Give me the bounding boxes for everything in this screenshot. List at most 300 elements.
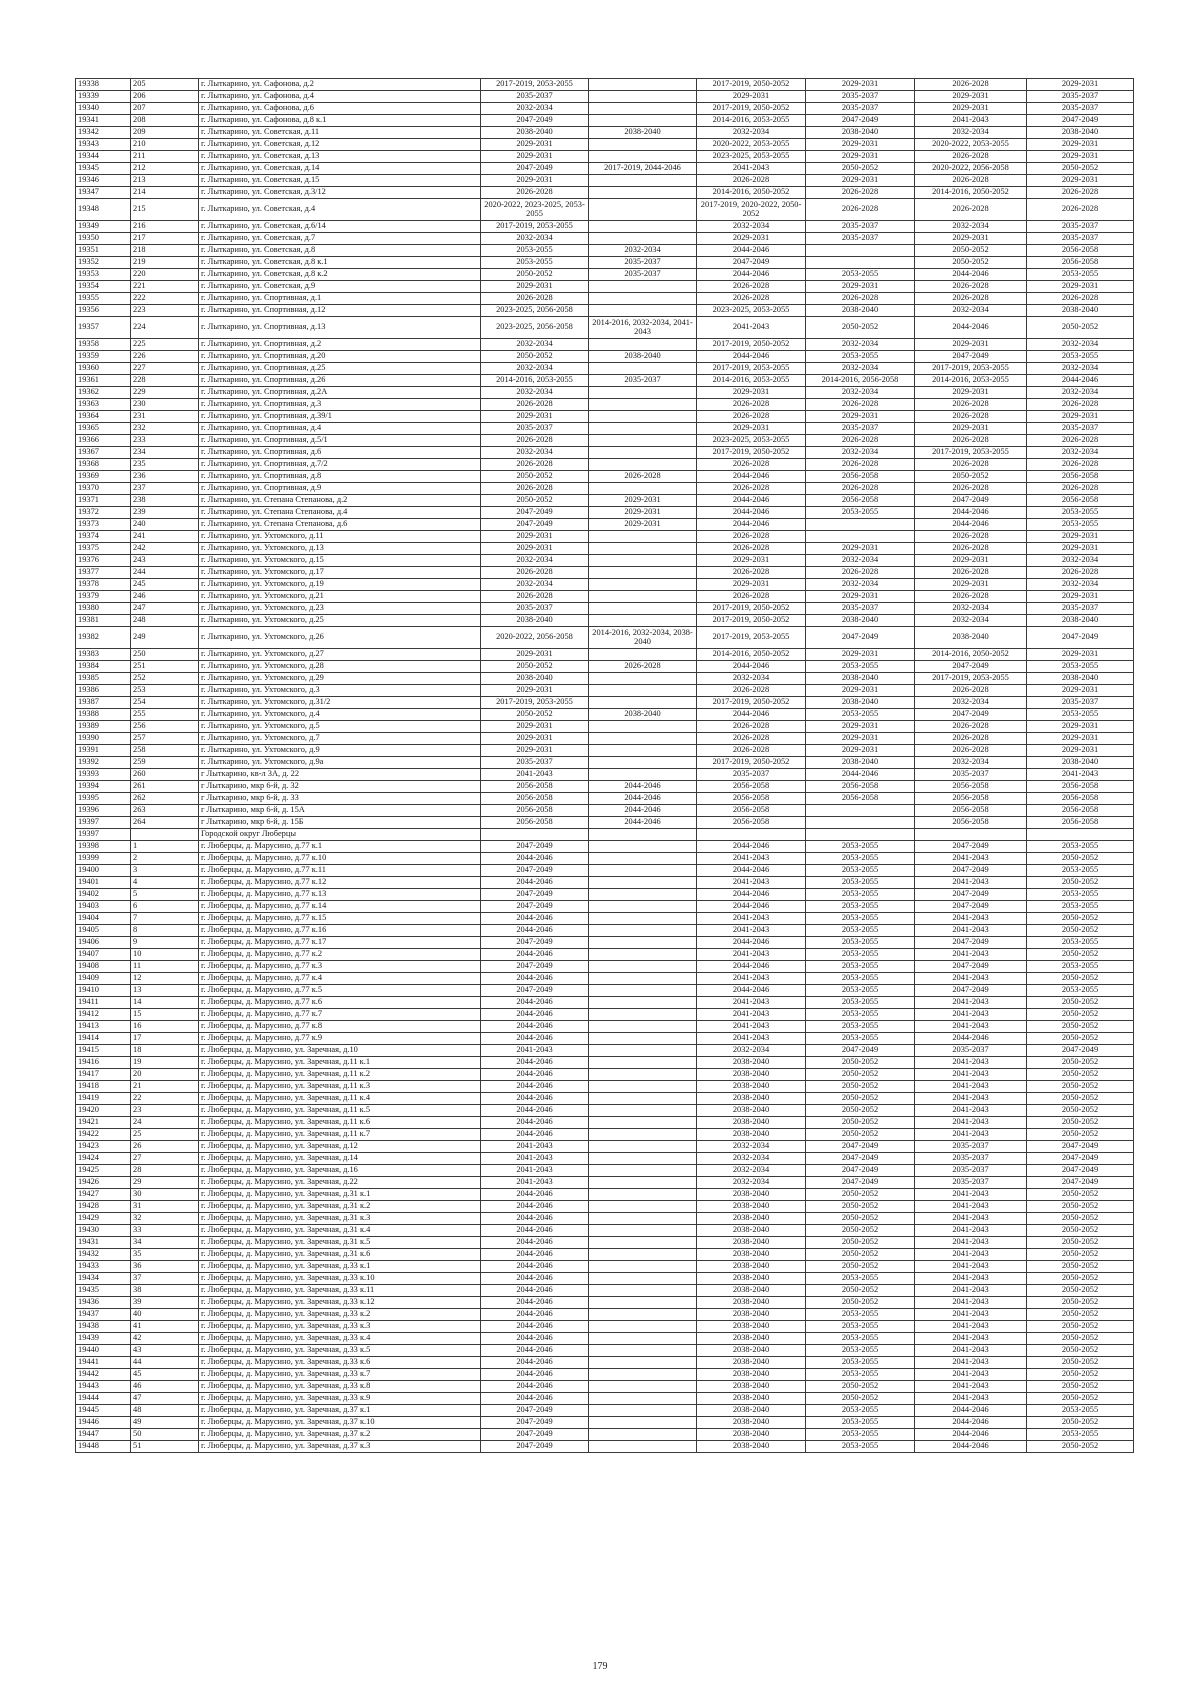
period-4-cell: 2050-2052: [806, 1093, 915, 1105]
table-row: [76, 531, 1134, 543]
row-id-cell: 19383: [76, 649, 131, 661]
row-id-cell: 19416: [76, 1057, 131, 1069]
period-2-cell: [589, 115, 697, 127]
period-4-cell: 2050-2052: [806, 1297, 915, 1309]
period-1-cell: 2050-2052: [481, 351, 589, 363]
period-2-cell: 2026-2028: [589, 471, 697, 483]
period-3-cell: 2038-2040: [697, 1057, 806, 1069]
period-1-cell: 2026-2028: [481, 483, 589, 495]
row-number-cell: 13: [131, 985, 199, 997]
period-6-cell: 2035-2037: [1027, 103, 1134, 115]
period-5-cell: 2041-2043: [915, 949, 1027, 961]
period-1-cell: 2053-2055: [481, 257, 589, 269]
period-4-cell: 2050-2052: [806, 1105, 915, 1117]
period-5-cell: 2035-2037: [915, 1165, 1027, 1177]
period-1-cell: 2056-2058: [481, 805, 589, 817]
address-cell: г. Лыткарино, ул. Сафонова, д.8 к.1: [199, 115, 481, 127]
row-number-cell: 235: [131, 459, 199, 471]
row-id-cell: 19418: [76, 1081, 131, 1093]
period-3-cell: 2038-2040: [697, 1441, 806, 1453]
row-id-cell: 19380: [76, 603, 131, 615]
address-cell: г. Люберцы, д. Марусино, ул. Заречная, д.33 к.1: [199, 1261, 481, 1273]
row-number-cell: 251: [131, 661, 199, 673]
row-number-cell: 18: [131, 1045, 199, 1057]
address-cell: г. Лыткарино, ул. Советская, д.6/14: [199, 221, 481, 233]
period-2-cell: [589, 103, 697, 115]
row-number-cell: 50: [131, 1429, 199, 1441]
row-id-cell: 19355: [76, 293, 131, 305]
period-6-cell: 2056-2058: [1027, 471, 1134, 483]
period-5-cell: 2044-2046: [915, 519, 1027, 531]
period-1-cell: 2044-2046: [481, 1093, 589, 1105]
period-2-cell: [589, 423, 697, 435]
row-number-cell: 212: [131, 163, 199, 175]
period-3-cell: 2038-2040: [697, 1369, 806, 1381]
period-5-cell: 2047-2049: [915, 901, 1027, 913]
period-3-cell: 2014-2016, 2050-2052: [697, 187, 806, 199]
table-row: [76, 1093, 1134, 1105]
row-id-cell: 19423: [76, 1141, 131, 1153]
period-6-cell: 2050-2052: [1027, 1285, 1134, 1297]
table-row: [76, 685, 1134, 697]
address-cell: г. Лыткарино, ул. Советская, д.7: [199, 233, 481, 245]
period-5-cell: 2026-2028: [915, 685, 1027, 697]
period-6-cell: 2056-2058: [1027, 257, 1134, 269]
row-number-cell: 241: [131, 531, 199, 543]
period-6-cell: 2029-2031: [1027, 649, 1134, 661]
table-row: [76, 781, 1134, 793]
period-5-cell: 2041-2043: [915, 1249, 1027, 1261]
row-id-cell: 19368: [76, 459, 131, 471]
period-3-cell: 2038-2040: [697, 1285, 806, 1297]
table-row: [76, 269, 1134, 281]
period-1-cell: 2056-2058: [481, 817, 589, 829]
period-6-cell: 2050-2052: [1027, 1441, 1134, 1453]
period-3-cell: 2017-2019, 2050-2052: [697, 103, 806, 115]
period-4-cell: 2050-2052: [806, 1237, 915, 1249]
table-row: [76, 1021, 1134, 1033]
address-cell: г. Люберцы, д. Марусино, д.77 к.8: [199, 1021, 481, 1033]
table-row: [76, 1057, 1134, 1069]
address-cell: г. Лыткарино, ул. Советская, д.15: [199, 175, 481, 187]
period-1-cell: 2032-2034: [481, 555, 589, 567]
period-6-cell: 2044-2046: [1027, 375, 1134, 387]
address-cell: г. Люберцы, д. Марусино, ул. Заречная, д.37 к.2: [199, 1429, 481, 1441]
period-3-cell: 2029-2031: [697, 555, 806, 567]
period-2-cell: [589, 1441, 697, 1453]
period-3-cell: 2041-2043: [697, 1009, 806, 1021]
period-2-cell: [589, 1057, 697, 1069]
period-6-cell: 2047-2049: [1027, 1153, 1134, 1165]
period-4-cell: 2047-2049: [806, 1165, 915, 1177]
period-4-cell: 2026-2028: [806, 459, 915, 471]
period-4-cell: 2050-2052: [806, 1225, 915, 1237]
period-3-cell: 2041-2043: [697, 925, 806, 937]
table-row: [76, 139, 1134, 151]
row-id-cell: 19436: [76, 1297, 131, 1309]
table-row: [76, 937, 1134, 949]
row-id-cell: 19427: [76, 1189, 131, 1201]
table-row: [76, 199, 1134, 221]
period-5-cell: 2017-2019, 2053-2055: [915, 363, 1027, 375]
period-1-cell: 2023-2025, 2056-2058: [481, 305, 589, 317]
row-number-cell: 257: [131, 733, 199, 745]
row-id-cell: 19359: [76, 351, 131, 363]
period-5-cell: 2017-2019, 2053-2055: [915, 447, 1027, 459]
period-1-cell: 2050-2052: [481, 661, 589, 673]
period-6-cell: 2047-2049: [1027, 1045, 1134, 1057]
address-cell: г. Лыткарино, ул. Сафонова, д.4: [199, 91, 481, 103]
period-4-cell: 2032-2034: [806, 339, 915, 351]
address-cell: г. Люберцы, д. Марусино, д.77 к.10: [199, 853, 481, 865]
table-row: [76, 363, 1134, 375]
period-3-cell: 2038-2040: [697, 1321, 806, 1333]
period-5-cell: 2047-2049: [915, 937, 1027, 949]
row-number-cell: 30: [131, 1189, 199, 1201]
period-5-cell: 2026-2028: [915, 543, 1027, 555]
period-6-cell: 2050-2052: [1027, 1273, 1134, 1285]
period-3-cell: 2041-2043: [697, 853, 806, 865]
table-row: [76, 1405, 1134, 1417]
period-6-cell: 2050-2052: [1027, 1309, 1134, 1321]
row-number-cell: 41: [131, 1321, 199, 1333]
period-6-cell: 2038-2040: [1027, 127, 1134, 139]
table-row: [76, 1153, 1134, 1165]
period-4-cell: 2050-2052: [806, 1381, 915, 1393]
period-2-cell: 2035-2037: [589, 375, 697, 387]
period-3-cell: 2026-2028: [697, 721, 806, 733]
row-number-cell: 258: [131, 745, 199, 757]
row-id-cell: 19435: [76, 1285, 131, 1297]
period-5-cell: 2041-2043: [915, 1081, 1027, 1093]
table-row: [76, 233, 1134, 245]
table-row: [76, 1357, 1134, 1369]
period-1-cell: 2029-2031: [481, 139, 589, 151]
row-number-cell: 209: [131, 127, 199, 139]
row-number-cell: 40: [131, 1309, 199, 1321]
period-2-cell: 2029-2031: [589, 495, 697, 507]
period-3-cell: 2032-2034: [697, 1153, 806, 1165]
period-2-cell: [589, 139, 697, 151]
period-3-cell: 2032-2034: [697, 1165, 806, 1177]
period-2-cell: 2032-2034: [589, 245, 697, 257]
address-cell: г. Люберцы, д. Марусино, д.77 к.6: [199, 997, 481, 1009]
period-6-cell: 2050-2052: [1027, 997, 1134, 1009]
period-3-cell: 2044-2046: [697, 269, 806, 281]
address-cell: г. Лыткарино, ул. Ухтомского, д.5: [199, 721, 481, 733]
period-1-cell: [481, 829, 589, 841]
row-number-cell: 253: [131, 685, 199, 697]
address-cell: г. Люберцы, д. Марусино, д.77 к.4: [199, 973, 481, 985]
period-3-cell: 2041-2043: [697, 973, 806, 985]
table-row: [76, 603, 1134, 615]
period-2-cell: [589, 829, 697, 841]
period-6-cell: 2035-2037: [1027, 603, 1134, 615]
period-4-cell: 2053-2055: [806, 1357, 915, 1369]
period-3-cell: 2026-2028: [697, 567, 806, 579]
row-number-cell: 248: [131, 615, 199, 627]
period-2-cell: [589, 435, 697, 447]
table-row: [76, 1201, 1134, 1213]
row-id-cell: 19358: [76, 339, 131, 351]
period-6-cell: 2050-2052: [1027, 1033, 1134, 1045]
period-6-cell: 2029-2031: [1027, 139, 1134, 151]
period-3-cell: 2017-2019, 2050-2052: [697, 615, 806, 627]
period-2-cell: [589, 221, 697, 233]
period-4-cell: 2053-2055: [806, 1021, 915, 1033]
period-6-cell: 2050-2052: [1027, 1357, 1134, 1369]
address-cell: г. Лыткарино, ул. Спортивная, д.8: [199, 471, 481, 483]
period-1-cell: 2029-2031: [481, 685, 589, 697]
table-row: [76, 925, 1134, 937]
row-id-cell: 19340: [76, 103, 131, 115]
period-1-cell: 2029-2031: [481, 411, 589, 423]
period-5-cell: 2047-2049: [915, 865, 1027, 877]
address-cell: г. Люберцы, д. Марусино, ул. Заречная, д.11 к.1: [199, 1057, 481, 1069]
period-6-cell: 2050-2052: [1027, 1369, 1134, 1381]
row-id-cell: 19411: [76, 997, 131, 1009]
address-cell: г. Люберцы, д. Марусино, д.77 к.12: [199, 877, 481, 889]
row-id-cell: 19430: [76, 1225, 131, 1237]
row-id-cell: 19371: [76, 495, 131, 507]
period-4-cell: 2038-2040: [806, 673, 915, 685]
period-2-cell: [589, 483, 697, 495]
period-2-cell: [589, 1405, 697, 1417]
period-1-cell: 2026-2028: [481, 591, 589, 603]
table-row: [76, 103, 1134, 115]
table-row: [76, 1429, 1134, 1441]
address-cell: г. Люберцы, д. Марусино, д.77 к.13: [199, 889, 481, 901]
period-4-cell: 2026-2028: [806, 399, 915, 411]
row-id-cell: 19344: [76, 151, 131, 163]
address-cell: г. Лыткарино, ул. Ухтомского, д.23: [199, 603, 481, 615]
row-number-cell: 43: [131, 1345, 199, 1357]
row-id-cell: 19352: [76, 257, 131, 269]
period-3-cell: 2038-2040: [697, 1249, 806, 1261]
row-number-cell: 263: [131, 805, 199, 817]
period-6-cell: 2026-2028: [1027, 483, 1134, 495]
period-2-cell: [589, 293, 697, 305]
period-3-cell: 2026-2028: [697, 733, 806, 745]
period-2-cell: [589, 913, 697, 925]
period-6-cell: 2056-2058: [1027, 495, 1134, 507]
period-5-cell: 2026-2028: [915, 399, 1027, 411]
period-2-cell: [589, 339, 697, 351]
period-6-cell: 2053-2055: [1027, 1429, 1134, 1441]
period-5-cell: 2035-2037: [915, 769, 1027, 781]
period-3-cell: 2023-2025, 2053-2055: [697, 151, 806, 163]
period-3-cell: 2038-2040: [697, 1297, 806, 1309]
period-6-cell: 2053-2055: [1027, 709, 1134, 721]
address-cell: г. Люберцы, д. Марусино, ул. Заречная, д.33 к.12: [199, 1297, 481, 1309]
period-1-cell: 2047-2049: [481, 841, 589, 853]
period-3-cell: 2044-2046: [697, 889, 806, 901]
period-3-cell: 2038-2040: [697, 1093, 806, 1105]
row-number-cell: 49: [131, 1417, 199, 1429]
period-3-cell: 2029-2031: [697, 387, 806, 399]
period-3-cell: 2029-2031: [697, 91, 806, 103]
table-row: [76, 1045, 1134, 1057]
row-number-cell: 228: [131, 375, 199, 387]
row-id-cell: 19432: [76, 1249, 131, 1261]
row-id-cell: 19390: [76, 733, 131, 745]
row-number-cell: 5: [131, 889, 199, 901]
period-1-cell: 2053-2055: [481, 245, 589, 257]
period-3-cell: 2044-2046: [697, 245, 806, 257]
period-1-cell: 2032-2034: [481, 103, 589, 115]
period-6-cell: 2050-2052: [1027, 1333, 1134, 1345]
period-3-cell: 2038-2040: [697, 1405, 806, 1417]
period-2-cell: [589, 1369, 697, 1381]
address-cell: г. Люберцы, д. Марусино, д.77 к.5: [199, 985, 481, 997]
period-3-cell: 2056-2058: [697, 805, 806, 817]
period-4-cell: 2050-2052: [806, 317, 915, 339]
period-5-cell: 2029-2031: [915, 339, 1027, 351]
period-2-cell: [589, 233, 697, 245]
row-id-cell: 19438: [76, 1321, 131, 1333]
period-5-cell: 2047-2049: [915, 351, 1027, 363]
period-1-cell: 2023-2025, 2056-2058: [481, 317, 589, 339]
period-1-cell: 2035-2037: [481, 603, 589, 615]
row-id-cell: 19413: [76, 1021, 131, 1033]
row-id-cell: 19428: [76, 1201, 131, 1213]
period-6-cell: 2026-2028: [1027, 187, 1134, 199]
table-row: [76, 865, 1134, 877]
period-3-cell: 2017-2019, 2050-2052: [697, 339, 806, 351]
period-6-cell: 2047-2049: [1027, 1141, 1134, 1153]
period-1-cell: 2044-2046: [481, 1309, 589, 1321]
period-6-cell: 2053-2055: [1027, 937, 1134, 949]
period-4-cell: 2053-2055: [806, 1033, 915, 1045]
table-row: [76, 1129, 1134, 1141]
row-id-cell: 19339: [76, 91, 131, 103]
row-id-cell: 19349: [76, 221, 131, 233]
period-3-cell: 2038-2040: [697, 1345, 806, 1357]
period-5-cell: 2026-2028: [915, 531, 1027, 543]
period-4-cell: 2053-2055: [806, 1009, 915, 1021]
table-row: [76, 1441, 1134, 1453]
address-cell: г. Люберцы, д. Марусино, ул. Заречная, д.11 к.7: [199, 1129, 481, 1141]
period-4-cell: 2053-2055: [806, 973, 915, 985]
address-cell: г. Лыткарино, ул. Ухтомского, д.4: [199, 709, 481, 721]
period-5-cell: 2029-2031: [915, 555, 1027, 567]
period-4-cell: 2047-2049: [806, 1141, 915, 1153]
period-1-cell: 2029-2031: [481, 745, 589, 757]
period-3-cell: 2032-2034: [697, 221, 806, 233]
row-id-cell: 19385: [76, 673, 131, 685]
period-4-cell: 2053-2055: [806, 949, 915, 961]
period-2-cell: [589, 447, 697, 459]
period-2-cell: [589, 949, 697, 961]
period-5-cell: 2041-2043: [915, 1369, 1027, 1381]
period-1-cell: 2026-2028: [481, 435, 589, 447]
table-row: [76, 221, 1134, 233]
period-2-cell: [589, 363, 697, 375]
row-id-cell: 19439: [76, 1333, 131, 1345]
period-5-cell: 2032-2034: [915, 615, 1027, 627]
row-number-cell: 31: [131, 1201, 199, 1213]
table-row: [76, 913, 1134, 925]
period-1-cell: 2035-2037: [481, 757, 589, 769]
period-1-cell: 2029-2031: [481, 543, 589, 555]
period-2-cell: [589, 199, 697, 221]
period-1-cell: 2044-2046: [481, 1189, 589, 1201]
period-6-cell: 2029-2031: [1027, 733, 1134, 745]
period-2-cell: [589, 555, 697, 567]
period-5-cell: 2041-2043: [915, 1201, 1027, 1213]
period-6-cell: 2050-2052: [1027, 1069, 1134, 1081]
period-4-cell: 2050-2052: [806, 1129, 915, 1141]
row-number-cell: 211: [131, 151, 199, 163]
period-2-cell: [589, 853, 697, 865]
table-row: [76, 1069, 1134, 1081]
row-id-cell: 19400: [76, 865, 131, 877]
period-6-cell: 2050-2052: [1027, 1021, 1134, 1033]
period-1-cell: 2029-2031: [481, 733, 589, 745]
row-id-cell: 19397: [76, 817, 131, 829]
period-5-cell: 2026-2028: [915, 281, 1027, 293]
period-1-cell: 2044-2046: [481, 1201, 589, 1213]
table-row: [76, 709, 1134, 721]
period-1-cell: 2056-2058: [481, 793, 589, 805]
address-cell: г. Люберцы, д. Марусино, ул. Заречная, д.11 к.2: [199, 1069, 481, 1081]
address-cell: г. Люберцы, д. Марусино, д.77 к.16: [199, 925, 481, 937]
table-row: [76, 483, 1134, 495]
period-5-cell: 2044-2046: [915, 317, 1027, 339]
row-id-cell: 19341: [76, 115, 131, 127]
address-cell: г. Лыткарино, ул. Спортивная, д.3: [199, 399, 481, 411]
period-4-cell: [806, 805, 915, 817]
period-5-cell: 2026-2028: [915, 591, 1027, 603]
table-row: [76, 1321, 1134, 1333]
period-6-cell: 2032-2034: [1027, 339, 1134, 351]
period-2-cell: [589, 1141, 697, 1153]
period-3-cell: 2017-2019, 2020-2022, 2050-2052: [697, 199, 806, 221]
address-cell: г. Люберцы, д. Марусино, д.77 к.14: [199, 901, 481, 913]
period-5-cell: 2014-2016, 2050-2052: [915, 187, 1027, 199]
period-2-cell: [589, 865, 697, 877]
row-number-cell: 1: [131, 841, 199, 853]
period-6-cell: 2026-2028: [1027, 399, 1134, 411]
period-5-cell: 2041-2043: [915, 1009, 1027, 1021]
period-4-cell: 2032-2034: [806, 387, 915, 399]
period-4-cell: 2053-2055: [806, 1441, 915, 1453]
table-row: [76, 1225, 1134, 1237]
row-number-cell: 223: [131, 305, 199, 317]
period-5-cell: 2026-2028: [915, 745, 1027, 757]
period-2-cell: [589, 187, 697, 199]
table-row: [76, 1177, 1134, 1189]
row-id-cell: 19375: [76, 543, 131, 555]
period-3-cell: 2056-2058: [697, 817, 806, 829]
period-2-cell: 2038-2040: [589, 709, 697, 721]
period-5-cell: 2047-2049: [915, 661, 1027, 673]
period-3-cell: 2026-2028: [697, 293, 806, 305]
row-number-cell: 19: [131, 1057, 199, 1069]
row-number-cell: 3: [131, 865, 199, 877]
period-4-cell: 2035-2037: [806, 221, 915, 233]
period-6-cell: 2053-2055: [1027, 961, 1134, 973]
period-6-cell: 2050-2052: [1027, 913, 1134, 925]
period-2-cell: 2038-2040: [589, 127, 697, 139]
period-6-cell: 2050-2052: [1027, 1321, 1134, 1333]
period-3-cell: 2026-2028: [697, 685, 806, 697]
period-2-cell: [589, 175, 697, 187]
period-2-cell: 2044-2046: [589, 781, 697, 793]
row-number-cell: 22: [131, 1093, 199, 1105]
period-6-cell: 2050-2052: [1027, 1261, 1134, 1273]
period-6-cell: 2035-2037: [1027, 91, 1134, 103]
